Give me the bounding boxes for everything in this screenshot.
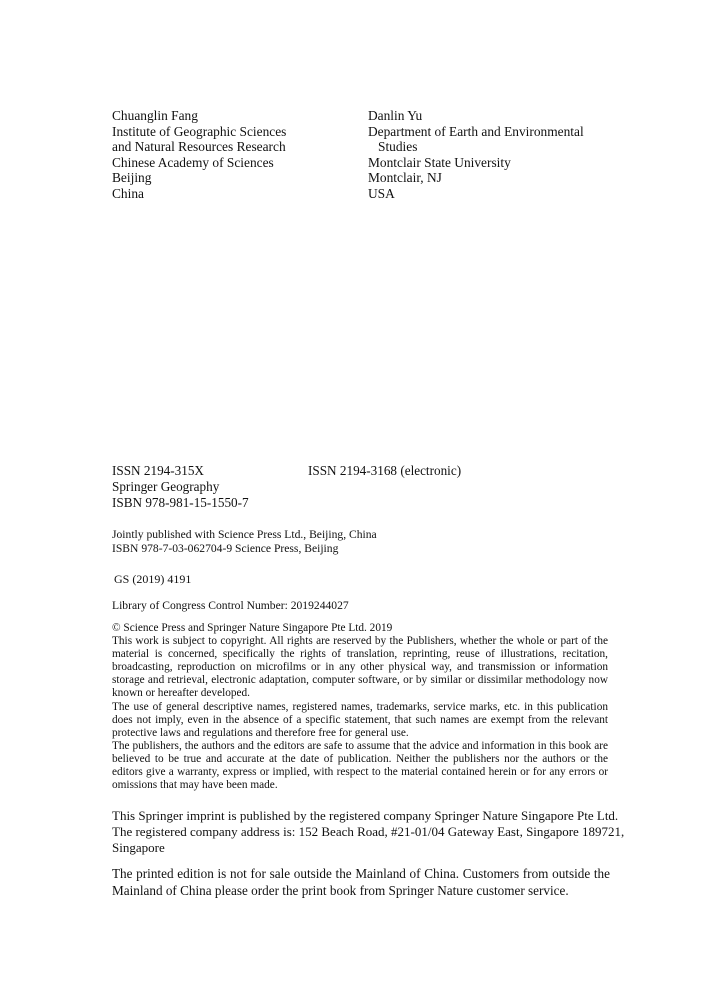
author-country: USA bbox=[368, 185, 395, 201]
author-affiliation-line: Institute of Geographic Sciences bbox=[112, 123, 287, 139]
author-name: Danlin Yu bbox=[368, 108, 423, 123]
author-city: Montclair, NJ bbox=[368, 170, 442, 186]
author-affiliation-line: Department of Earth and Environmental bbox=[368, 123, 584, 139]
copyright-line: © Science Press and Springer Nature Singapore Pte Ltd. 2019 bbox=[112, 622, 393, 634]
copyright-notice bbox=[112, 622, 608, 792]
author-affiliation-line: and Natural Resources Research bbox=[112, 139, 286, 155]
joint-isbn-line: ISBN 978-7-03-062704-9 Science Press, Beijing bbox=[112, 542, 339, 555]
imprint-line: This Springer imprint is published by the registered company Springer Nature Singapore Pte Ltd. bbox=[112, 808, 619, 823]
author-block-fang bbox=[112, 108, 286, 202]
author-city: Beijing bbox=[112, 170, 152, 186]
author-country: China bbox=[112, 185, 144, 201]
lccn: Library of Congress Control Number: 2019244027 bbox=[112, 599, 349, 612]
print-edition-notice bbox=[112, 865, 610, 899]
isbn: ISBN 978-981-15-1550-7 bbox=[112, 495, 249, 510]
issn-print: ISSN 2194-315X bbox=[112, 463, 204, 478]
joint-publisher-line: Jointly published with Science Press Ltd., Beijing, China bbox=[112, 528, 377, 541]
joint-publication bbox=[112, 528, 377, 556]
series-title: Springer Geography bbox=[112, 479, 220, 494]
author-affiliation-line: Montclair State University bbox=[368, 154, 511, 170]
gs-number: GS (2019) 4191 bbox=[114, 572, 192, 586]
author-block-yu bbox=[368, 108, 584, 202]
copyright-paragraph: This work is subject to copyright. All rights are reserved by the Publishers, whether the whole or part of the material is concerned, specifically the rights of translation, reprinting, reuse of illustrations, recitation, broadcasting, reproduction on microfilms or in any other physical way, and transmission or information storage and retrieval, electronic adaptation, computer software, or by similar or dissimilar methodology now known or hereafter developed. bbox=[112, 635, 608, 700]
author-affiliation-line: Studies bbox=[378, 139, 418, 155]
copyright-paragraph: The publishers, the authors and the editors are safe to assume that the advice and information in this book are believed to be true and accurate at the date of publication. Neither the publishers nor the authors or the editors give a warranty, express or implied, with respect to the material contained herein or for any errors or omissions that may have been made. bbox=[112, 739, 608, 792]
issn-electronic: ISSN 2194-3168 (electronic) bbox=[308, 463, 462, 478]
edition-text: The printed edition is not for sale outside the Mainland of China. Customers from outside the Mainland of China please order the print book from Springer Nature customer service. bbox=[112, 866, 610, 898]
imprint-statement bbox=[112, 808, 625, 856]
imprint-address-line: Singapore bbox=[112, 840, 165, 855]
imprint-address-line: The registered company address is: 152 Beach Road, #21-01/04 Gateway East, Singapore 189721, bbox=[112, 824, 625, 839]
author-affiliation-line: Chinese Academy of Sciences bbox=[112, 154, 274, 170]
copyright-paragraph: The use of general descriptive names, registered names, trademarks, service marks, etc. in this publication does not imply, even in the absence of a specific statement, that such names are exempt from the relevant protective laws and regulations and therefore free for general use. bbox=[112, 700, 608, 739]
issn-block bbox=[112, 463, 462, 511]
author-name: Chuanglin Fang bbox=[112, 108, 198, 123]
